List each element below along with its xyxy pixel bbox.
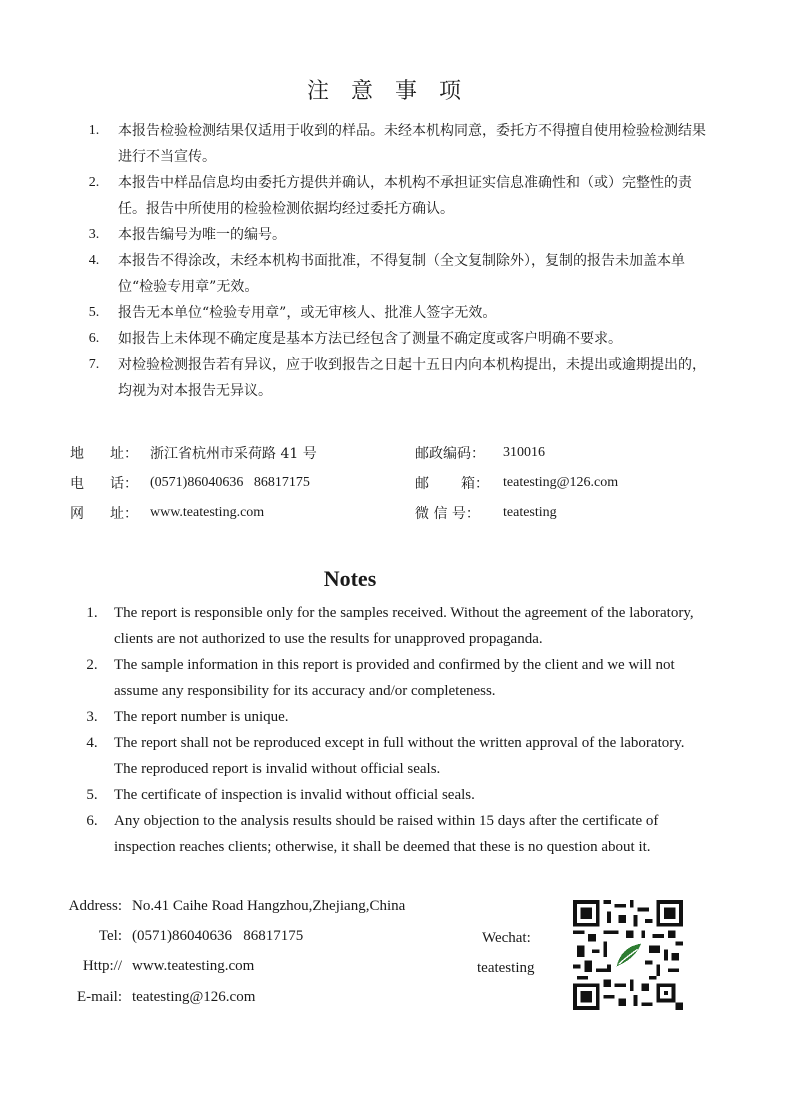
en-note-item (70, 600, 710, 652)
cn-notes-title: 注意事项 (306, 79, 483, 104)
en-note-number: 3. (86, 709, 98, 725)
cn-note-number: 5. (88, 305, 100, 320)
cn-note-number: 2. (88, 175, 100, 190)
en-note-text: The report number is unique. (114, 709, 289, 725)
wechat-id-value: teatesting (503, 505, 557, 520)
en-note-text: The sample information in this report is provided and confirmed by the client and we will not assume any responsibility for its accuracy and/or completeness. (114, 657, 675, 699)
wechat-qr-code-icon (570, 900, 686, 1010)
cn-note-number: 6. (88, 331, 100, 346)
en-note-text: Any objection to the analysis results should be raised within 15 days after the certificate of inspection reaches clients; otherwise, it shall be deemed that these is no question about it. (114, 813, 659, 855)
cn-note-item (70, 248, 710, 300)
cn-note-text: 本报告编号为唯一的编号。 (118, 227, 286, 243)
phone-label: 电 话： (70, 476, 138, 492)
mail-value[interactable]: teatesting@126.com (503, 475, 619, 490)
cn-note-text: 本报告中样品信息均由委托方提供并确认，本机构不承担证实信息准确性和（或）完整性的责任。报告中所使用的检验检测依据均经过委托方确认。 (118, 175, 692, 217)
cn-note-number: 1. (88, 123, 100, 138)
en-note-number: 1. (86, 605, 98, 621)
en-note-item (70, 808, 710, 860)
footer-http-value[interactable]: www.teatesting.com (132, 957, 255, 974)
cn-note-item (70, 300, 710, 326)
en-note-number: 6. (86, 813, 98, 829)
footer-row-email (60, 985, 452, 1009)
cn-note-number: 4. (88, 253, 100, 268)
cn-note-item (70, 118, 710, 170)
footer-address-value: No.41 Caihe Road Hangzhou,Zhejiang,China (132, 897, 406, 914)
cn-note-item (70, 170, 710, 222)
footer-wechat-value: teatesting (477, 960, 535, 976)
contact-row-web (70, 501, 710, 525)
address-label: 地 址： (70, 446, 138, 462)
en-note-text: The report shall not be reproduced except in full without the written approval of the laboratory. The reproduced report is invalid without official seals. (114, 735, 685, 777)
footer-email-label: E-mail: (77, 988, 122, 1005)
contact-row-address (70, 441, 710, 465)
footer-address-label: Address: (68, 897, 122, 914)
cn-note-item (70, 326, 710, 352)
cn-note-item (70, 352, 710, 404)
postcode-label: 邮政编码： (415, 446, 485, 462)
wechat-id-label: 微 信 号： (415, 506, 480, 522)
cn-note-text: 对检验检测报告若有异议，应于收到报告之日起十五日内向本机构提出，未提出或逾期提出的，均视为对本报告无异议。 (118, 357, 706, 399)
contact-row-phone (70, 471, 710, 495)
cn-note-text: 报告无本单位“检验专用章”，或无审核人、批准人签字无效。 (118, 305, 497, 321)
footer-wechat-label: Wechat: (482, 930, 531, 946)
footer-tel-value: (0571)86040636 86817175 (132, 927, 304, 944)
en-note-text: The report is responsible only for the samples received. Without the agreement of the laboratory, clients are not authorized to use the results for unapproved propaganda. (114, 605, 694, 647)
en-notes-list (70, 600, 710, 860)
cn-note-number: 3. (88, 227, 100, 242)
mail-label: 邮 箱： (415, 476, 489, 492)
en-note-number: 2. (86, 657, 98, 673)
cn-note-item (70, 222, 710, 248)
en-note-item (70, 704, 710, 730)
cn-note-text: 本报告检验检测结果仅适用于收到的样品。未经本机构同意，委托方不得擅自使用检验检测结果进行不当宣传。 (118, 123, 706, 165)
address-value: 浙江省杭州市采荷路 41 号 (150, 446, 317, 462)
footer-row-address (60, 894, 452, 918)
en-note-item (70, 652, 710, 704)
cn-note-text: 本报告不得涂改，未经本机构书面批准，不得复制（全文复制除外），复制的报告未加盖本单位“检验专用章”无效。 (118, 253, 685, 295)
footer-tel-label: Tel: (98, 927, 122, 944)
web-label: 网 址： (70, 506, 138, 522)
en-note-item (70, 782, 710, 808)
en-notes-title: Notes (323, 566, 377, 591)
footer-http-label: Http:// (82, 957, 122, 974)
cn-note-text: 如报告上未体现不确定度是基本方法已经包含了测量不确定度或客户明确不要求。 (118, 331, 622, 347)
footer-row-http (60, 954, 452, 978)
footer-email-value[interactable]: teatesting@126.com (132, 988, 256, 1005)
en-note-text: The certificate of inspection is invalid without official seals. (114, 787, 475, 803)
en-note-number: 4. (86, 735, 98, 751)
web-value[interactable]: www.teatesting.com (150, 505, 265, 520)
cn-notes-list (70, 118, 710, 404)
postcode-value: 310016 (503, 445, 545, 460)
cn-note-number: 7. (88, 357, 100, 372)
footer-row-tel (60, 924, 452, 948)
en-note-number: 5. (86, 787, 98, 803)
phone-value: (0571)86040636 86817175 (150, 475, 310, 490)
en-note-item (70, 730, 710, 782)
